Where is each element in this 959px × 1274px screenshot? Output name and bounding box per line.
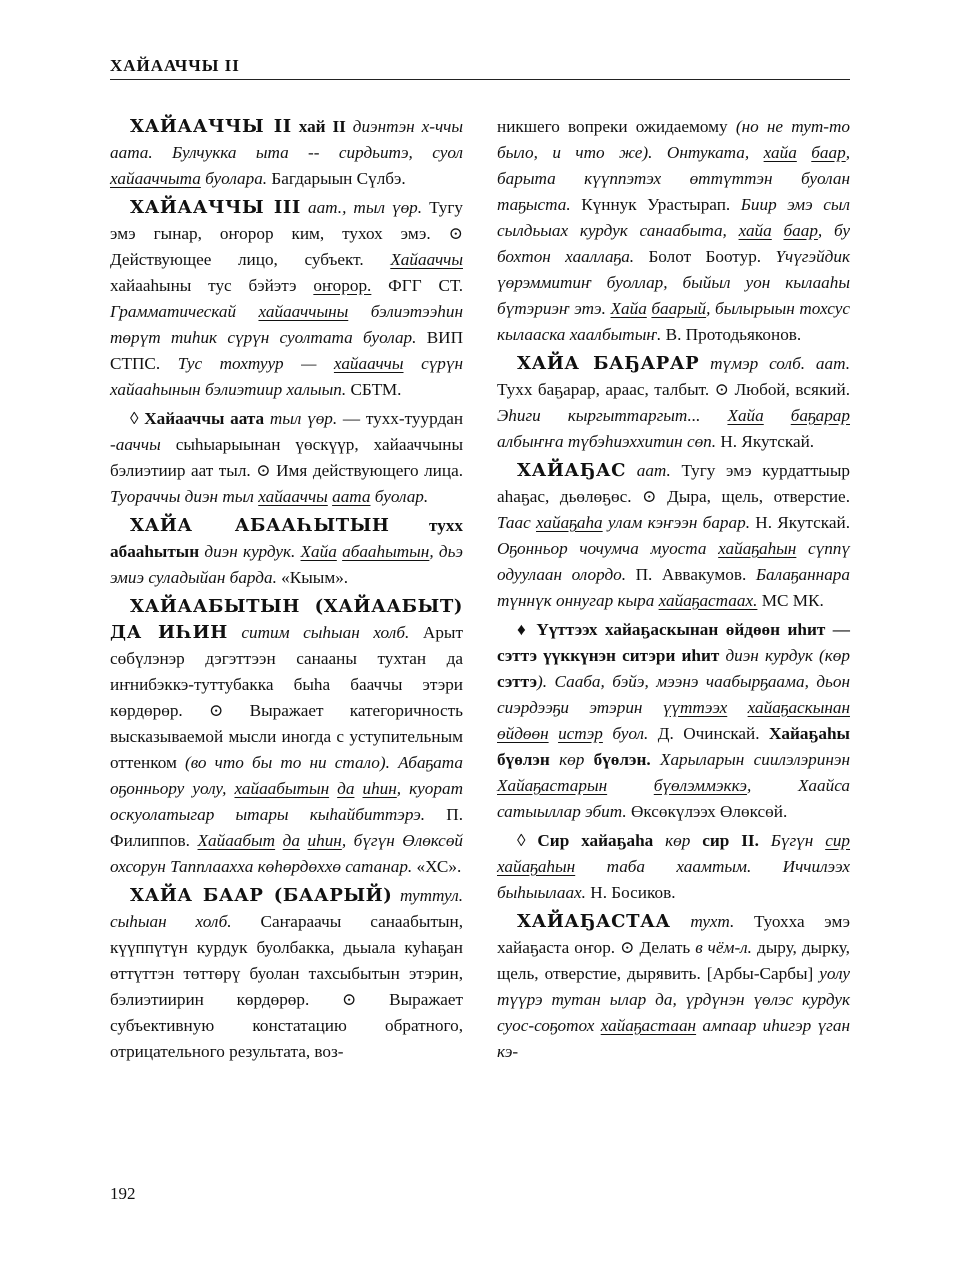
headword: ХАЙАҔАС [517, 460, 627, 481]
headword: ХАЙА БАҔАРАР [517, 353, 700, 374]
entry-khaiaachchy-2: ХАЙААЧЧЫ II хай II диэнтэн х-ччы аата. Булчукка ыта -- сирдьитэ, суол хайааччыта буолара. Багдарыын Сүлбэ. [110, 116, 463, 188]
entry-khaia-baar: ХАЙА БААР (БААРЫЙ) туттул. сыһыан холб. Саҥараачы санаабытын, күүппүтүн курдук буолбакка, дьыала куһаҕан өттүттэн төттөрү буолан тахсыбытын этэрин, бэлиэтиирин көрдөрөр. ⊙ Выражает субъективную констатацию обратного, отрицательного результата, воз- [110, 885, 463, 1061]
headword: ХАЙААБЫТЫН (ХАЙААБЫТ) ДА ИҺИН [110, 596, 463, 643]
entry-khaiaachchy-3: ХАЙААЧЧЫ III аат., тыл үөр. Тугу эмэ гынар, оҥорор ким, тухох эмэ. ⊙ Действующее лицо, субъект. Хайааччы хайааһыны тус бэйэтэ оҥорор. ФГГ СТ. Грамматическай хайааччыны бэлиэтээһин төрүт тиһик сүрүн суолтата буолар. ВИП СТПС. Тус тохтуур — хайааччы сүрүн хайааһынын бэлиэтиир халыып. СБТМ. [110, 197, 463, 399]
entry-khaiaachchy-aata: ◊ Хайааччы аата тыл үөр. — тухх-туурдан -ааччы сыһыарыынан үөскүүр, хайааччыны бэлиэтиир аат тыл. ⊙ Имя действующего лица. Туораччы диэн тыл хайааччы аата буолар. [110, 409, 464, 506]
entry-khaiagastaa: ХАЙАҔАСТАА тухт. Туохха эмэ хайаҕаста оҥор. ⊙ Делать в чём-л. дыру, дырку, щель, отверстие, дырявить. [Арбы-Сарбы] уолу түүрэ тутан ылар да, үрдүнэн үөлэс курдук суос-соҕотох хайаҕастаан ампаар иһигэр үган кэ- [497, 911, 850, 1061]
running-head: ХАЙААЧЧЫ II [110, 56, 240, 75]
headword: ХАЙА БААР (БААРЫЙ) [130, 885, 393, 906]
headword: ХАЙААЧЧЫ II [130, 116, 292, 137]
headword: ХАЙАҔАСТАА [517, 911, 671, 932]
entry-khaia-abaahytyn: ХАЙА АБААҺЫТЫН тухх абааһытын диэн курдук. Хайа абааһытын, дьэ эмиэ суладыйан барда. «Кыым». [110, 515, 463, 587]
left-column [110, 114, 463, 1068]
headword: ХАЙААЧЧЫ III [130, 197, 301, 218]
entry-khaia-bagarar: ХАЙА БАҔАРАР түмэр солб. аат. Тухх баҕарар, араас, талбыт. ⊙ Любой, всякий. Эһиги кыргыттаргыт... Хайа баҕарар албыҥҥа түбэһиэххитин сөп. Н. Якутскай. [497, 353, 851, 451]
entry-sir-khaiagaha: ◊ Сир хайаҕаһа көр сир II. Бүгүн сир хайаҕаһын таба хаамтым. Иччилээх быһыылаах. Н. Босиков. [497, 831, 851, 902]
entry-khaiaabytyn-da-ihin: ХАЙААБЫТЫН (ХАЙААБЫТ) ДА ИҺИН ситим сыһыан холб. Арыт сөбүлэнэр дэгэттээн санааны тухтан да иҥнибэккэ-туттубакка быһа бааччы этэри көрдөрөр. ⊙ Выражает категоричность высказываемой мысли иногда с уступительным оттенком (во что бы то ни стало). Абаҕата оҕонньору уолу, хайаабытын да иһин, куорат оскуолатыгар ытары кыһайбиттэрэ. П. Филиппов. Хайаабыт да иһин, бүгүн Өлөксөй охсорун Тапплаахха көһөрдөххө сатанар. «ХС». [110, 596, 464, 876]
entry-khaia-baar-continued: никшего вопреки ожидаемому (но не тут-то было, и что же). Онтуката, хайа баар, барыта күүппэтэх өттүттэн буолан таҕыста. Күннук Урастырап. Биир эмэ сыл сылдьыах курдук санаабыта, хайа баар, бу бохтон хааллаҕа. Болот Боотур. Үчүгэйдик үөрэммитиҥ буоллар, быйыл уон кылааһы бүтэриэҥ этэ. Хайа баарый, былырыын тохсус кылааска хаалбытыҥ. В. Протодьяконов. [497, 117, 850, 344]
entry-uuttaakh-khaiagaskynan: ♦ Үүттээх хайаҕаскынан өйдөөн иһит — сэттэ үүккүнэн ситэри иһит диэн курдук (көр сэттэ). Сааба, бэйэ, мээнэ чаабырҕаама, дьон сиэрдээҕи этэрин үүттээх хайаҕаскынан өйдөөн истэр буол. Д. Очинскай. Хайаҕаһы бүөлэн көр бүөлэн. Харыларын сиилэлэринэн Хайаҕастарын бүөлэммэккэ, Хаайса сатыыллар эбит. Өксөкүлээх Өлөксөй. [497, 620, 850, 821]
right-column [497, 114, 850, 1068]
entry-khaiagas: ХАЙАҔАС аат. Тугу эмэ курдаттыыр аһаҕас, дьөлөҕөс. ⊙ Дыра, щель, отверстие. Таас хайаҕаһа улам кэҥээн барар. Н. Якутскай. Оҕонньор чочумча муоста хайаҕаһын сүппү одуулаан олордо. П. Аввакумов. Балаҕаннара түннүк оннугар кыра хайаҕастаах. МС МК. [497, 460, 850, 610]
headword: ХАЙА АБААҺЫТЫН [130, 515, 390, 536]
page-number: 192 [110, 1184, 136, 1203]
header-rule [110, 79, 850, 80]
